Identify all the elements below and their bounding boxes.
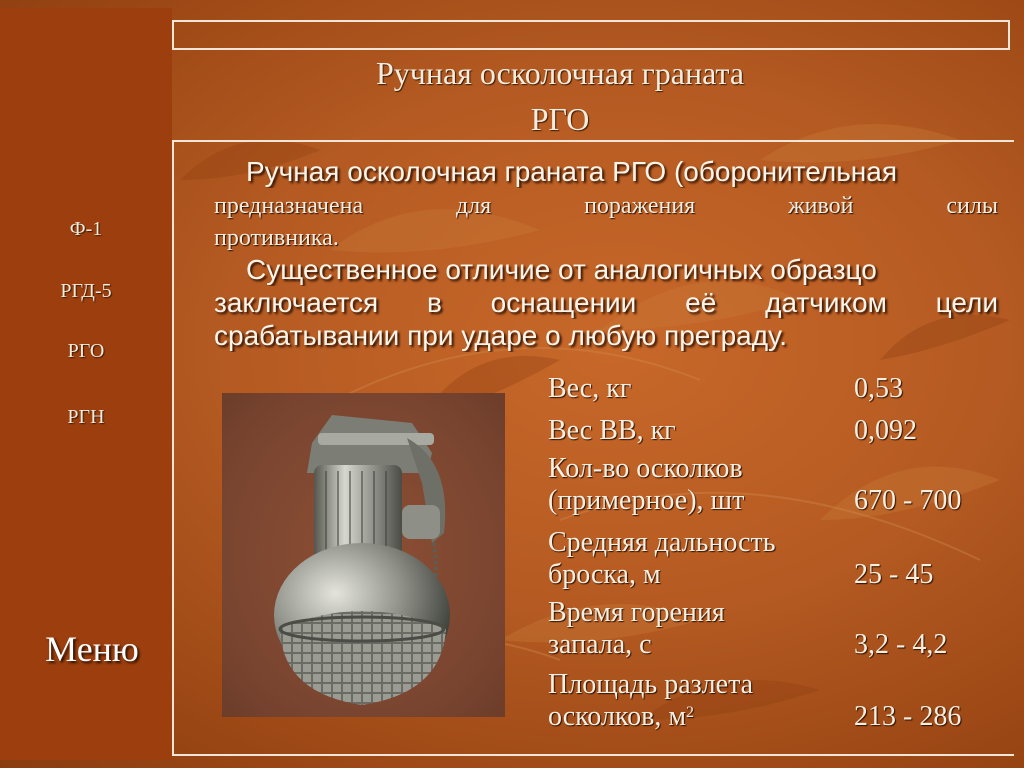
desc-word: в — [426, 287, 442, 318]
description-p2-line2 — [214, 287, 1024, 319]
desc-word: поражения — [584, 193, 696, 219]
spec-fuse-time-value: 3,2 - 4,2 — [854, 629, 948, 660]
desc-word: живой — [788, 193, 854, 219]
description-p2-line3: срабатывании при ударе о любую преграду. — [214, 320, 788, 351]
spec-throw-range-label-2: броска, м — [548, 559, 661, 590]
spec-throw-range-value: 25 - 45 — [854, 559, 934, 590]
spec-throw-range-label-1: Средняя дальность — [548, 527, 776, 558]
spec-scatter-area-label-text: осколков, м — [548, 701, 687, 732]
menu-button[interactable]: Меню — [45, 629, 139, 669]
spec-weight-label: Вес, кг — [548, 373, 632, 404]
spec-fuse-time-label-1: Время горения — [548, 597, 725, 628]
spec-fragments-label-1: Кол-во осколков — [548, 453, 743, 484]
page-title-line1: Ручная осколочная граната — [375, 55, 745, 91]
spec-scatter-area-label-2 — [548, 702, 694, 732]
desc-word: цели — [935, 287, 998, 318]
spec-scatter-area-label-1: Площадь разлета — [548, 669, 754, 700]
desc-word: оснащении — [490, 287, 637, 318]
spec-scatter-area-value: 213 - 286 — [854, 701, 962, 732]
sidebar-item-rgd5[interactable]: РГД-5 — [60, 280, 112, 302]
spec-scatter-area-label-sup: 2 — [686, 704, 695, 721]
desc-word: предназначена — [214, 193, 364, 219]
description-p1-line3: противника. — [214, 225, 339, 251]
sidebar-item-rgn[interactable]: РГН — [67, 406, 105, 428]
spec-fragments-value: 670 - 700 — [854, 485, 962, 516]
spec-fuse-time-label-2: запала, с — [548, 629, 652, 660]
sidebar-item-f1[interactable]: Ф-1 — [69, 218, 103, 240]
desc-word: датчиком — [765, 287, 887, 318]
page-title-line2: РГО — [530, 101, 590, 137]
description-p1-line1: Ручная осколочная граната РГО (оборонительная — [246, 156, 897, 187]
desc-word: её — [685, 287, 717, 318]
desc-word: для — [455, 193, 492, 219]
title-top-frame — [172, 20, 1010, 50]
grenade-photo — [222, 393, 505, 717]
spec-fragments-label-2: (примерное), шт — [548, 485, 745, 516]
description-p2-line1: Существенное отличие от аналогичных образцо — [246, 254, 877, 285]
spec-explosive-weight-value: 0,092 — [854, 415, 917, 446]
desc-word: заключается — [214, 287, 379, 318]
grenade-rgo-icon — [222, 393, 505, 717]
spec-weight-value: 0,53 — [854, 373, 903, 404]
description-p1-line2 — [214, 192, 1024, 220]
spec-explosive-weight-label: Вес ВВ, кг — [548, 415, 676, 446]
desc-word: силы — [946, 193, 998, 219]
sidebar-item-rgo[interactable]: РГО — [67, 340, 105, 362]
